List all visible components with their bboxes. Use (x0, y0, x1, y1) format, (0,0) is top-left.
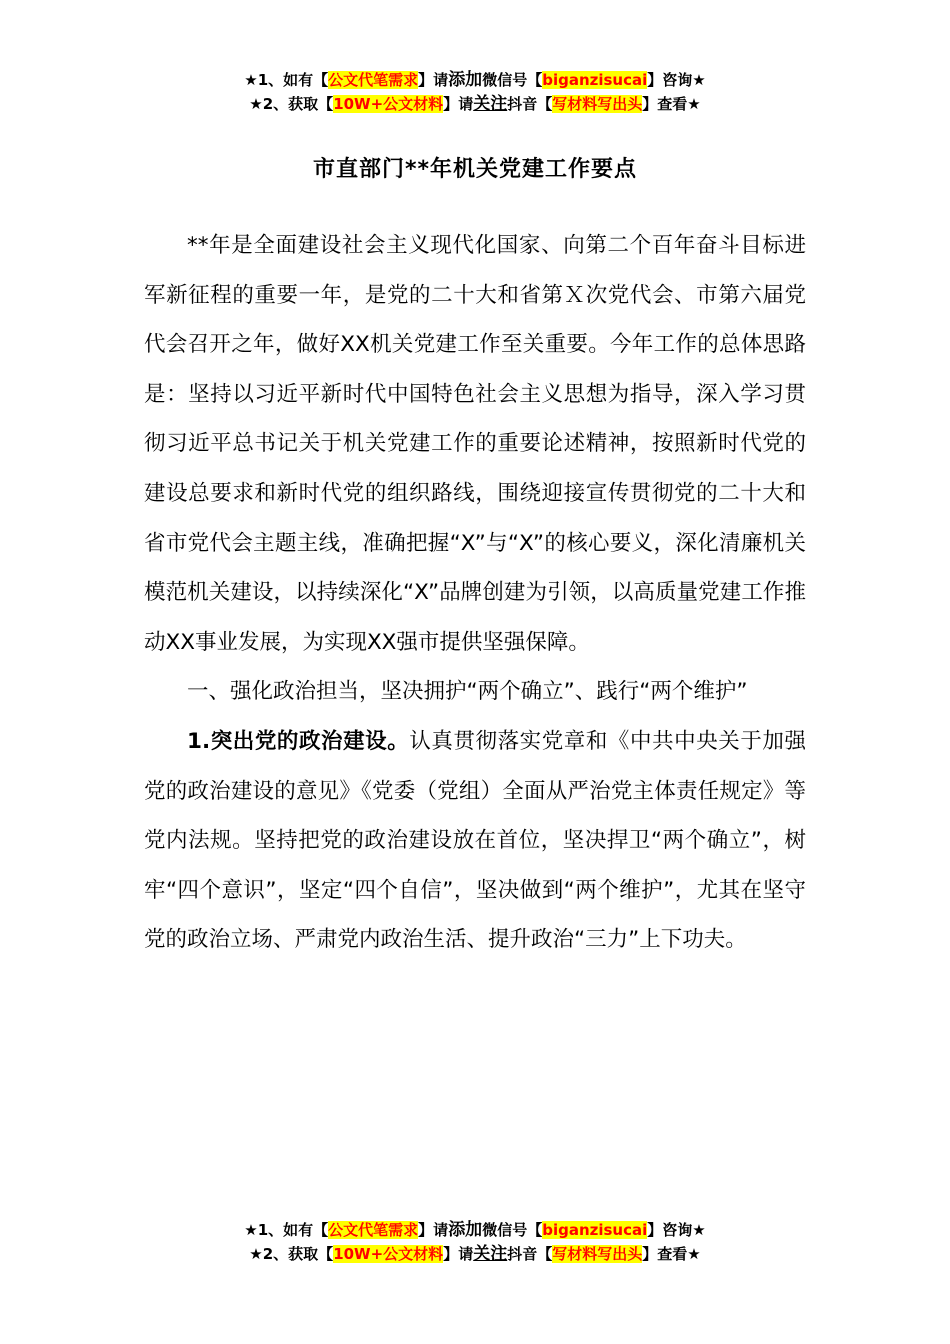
banner-highlight: 公文代笔需求 (328, 1221, 419, 1239)
banner-highlight: 10W+公文材料 (333, 1245, 444, 1263)
banner-line-2: ★2、获取【10W+公文材料】请关注抖音【写材料写出头】查看★ (249, 1244, 701, 1264)
banner-line-1: ★1、如有【公文代笔需求】请添加微信号【biganzisucai】咨询★ (244, 1220, 706, 1240)
banner-line-1: ★1、如有【公文代笔需求】请添加微信号【biganzisucai】咨询★ (244, 70, 706, 90)
banner-wechat-id: biganzisucai (542, 1221, 648, 1239)
document-title: 市直部门**年机关党建工作要点 (312, 157, 637, 182)
banner-highlight: 10W+公文材料 (333, 95, 444, 113)
banner-line-2: ★2、获取【10W+公文材料】请关注抖音【写材料写出头】查看★ (249, 94, 701, 114)
top-banner (0, 68, 950, 116)
item-body: 认真贯彻落实党章和《中共中央关于加强党的政治建设的意见》《党委（党组）全面从严治党主体责任规定》等党内法规。坚持把党的政治建设放在首位，坚决捍卫“两个确立”，树牢“四个意识”，坚定“四个自信”，坚决做到“两个维护”，尤其在坚守党的政治立场、严肃党内政治生活、提升政治“三力”上下功夫。 (144, 728, 806, 953)
item-paragraph (144, 717, 806, 965)
section-heading: 一、强化政治担当，坚决拥护“两个确立”、践行“两个维护” (187, 679, 748, 705)
banner-highlight: 公文代笔需求 (328, 71, 419, 89)
document-body (144, 221, 806, 965)
banner-wechat-id: biganzisucai (542, 71, 648, 89)
intro-paragraph: **年是全面建设社会主义现代化国家、向第二个百年奋斗目标进军新征程的重要一年，是党的二十大和省第Ｘ次党代会、市第六届党代会召开之年，做好XX机关党建工作至关重要。今年工作的总体思路是：坚持以习近平新时代中国特色社会主义思想为指导，深入学习贯彻习近平总书记关于机关党建工作的重要论述精神，按照新时代党的建设总要求和新时代党的组织路线，围绕迎接宣传贯彻党的二十大和省市党代会主题主线，准确把握“X”与“X”的核心要义，深化清廉机关模范机关建设，以持续深化“X”品牌创建为引领，以高质量党建工作推动XX事业发展，为实现XX强市提供坚强保障。 (144, 233, 806, 655)
bottom-banner (0, 1218, 950, 1266)
item-lead: 1.突出党的政治建设。 (187, 728, 410, 754)
banner-douyin-account: 写材料写出头 (552, 95, 643, 113)
banner-douyin-account: 写材料写出头 (552, 1245, 643, 1263)
